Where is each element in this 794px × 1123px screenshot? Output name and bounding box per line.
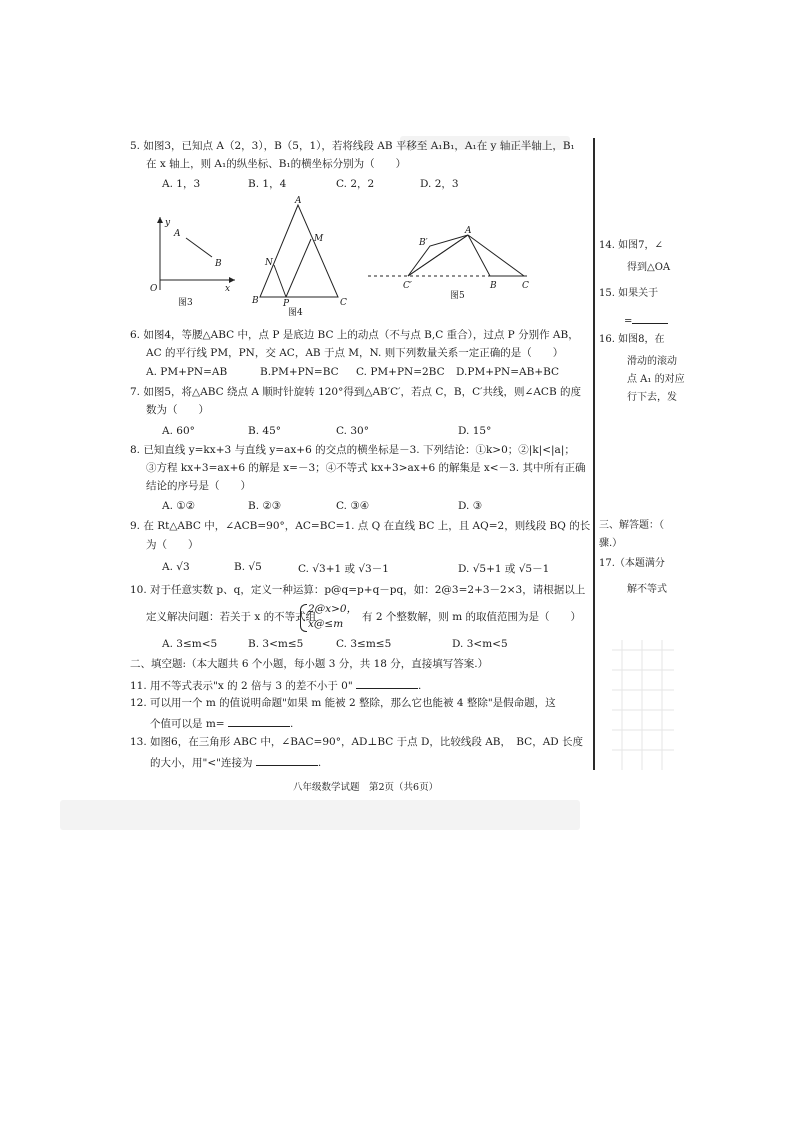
q16-line2: 滑动的滚动	[627, 356, 677, 367]
figures-row	[140, 195, 560, 320]
q6-option-b: B.PM+PN=BC	[260, 366, 339, 378]
fig5-label-bp: B′	[419, 238, 428, 248]
q5-option-c: C. 2，2	[336, 178, 375, 190]
q10-option-d: D. 3<m<5	[452, 638, 508, 650]
q13-line2: 的大小，用"<"连接为 .	[150, 757, 322, 769]
q14-line2: 得到△OA	[627, 262, 671, 273]
q7-option-d: D. 15°	[458, 425, 492, 437]
q10-option-c: C. 3≤m≤5	[336, 638, 392, 650]
q10-system-eq2: x@≤m	[308, 618, 344, 630]
q16-line1: 16. 如图8，在	[599, 334, 665, 345]
q13-answer-blank[interactable]	[256, 755, 318, 766]
fig4-caption: 图4	[288, 308, 303, 318]
q7-option-b: B. 45°	[248, 425, 282, 437]
q6-line1: 6. 如图4，等腰△ABC 中，点 P 是底边 BC 上的动点（不与点 B,C 重合），过点 P 分别作 AB，	[130, 329, 579, 341]
q7-line1: 7. 如图5，将△ABC 绕点 A 顺时针旋转 120°得到△AB′C′，若点 C，B，C′共线，则∠ACB 的度	[130, 386, 582, 398]
section-2-heading: 二、填空题:（本大题共 6 个小题，每小题 3 分，共 18 分，直接填写答案.）	[130, 658, 489, 670]
fig3-caption: 图3	[178, 298, 193, 308]
q8-option-c: C. ③④	[336, 500, 370, 512]
fig5-label-cp: C′	[403, 281, 412, 291]
fig3-label-a: A	[174, 229, 181, 239]
q9-option-b: B. √5	[234, 561, 262, 573]
q7-line2: 数为（ ）	[146, 404, 209, 416]
q11-answer-blank[interactable]	[356, 678, 418, 689]
answer-grid	[612, 640, 674, 770]
q10-system-eq1: 2@x>0，	[308, 603, 358, 615]
q5-line1: 5. 如图3，已知点 A（2，3），B（5，1），若将线段 AB 平移至 A₁B₁，A₁在 y 轴正半轴上，B₁	[130, 140, 575, 152]
q8-option-a: A. ①②	[162, 500, 196, 512]
q11: 11. 用不等式表示"x 的 2 倍与 3 的差不小于 0" .	[130, 680, 422, 692]
q13-line2-text: 的大小，用"<"连接为	[150, 757, 253, 769]
q12-line1: 12. 可以用一个 m 的值说明命题"如果 m 能被 2 整除，那么它也能被 4 整除"是假命题，这	[130, 697, 556, 709]
q12-line2-text: 个值可以是 m=	[150, 718, 225, 730]
q6-option-c: C. PM+PN=2BC	[356, 366, 445, 378]
q5-option-d: D. 2，3	[420, 178, 459, 190]
q10-option-a: A. 3≤m<5	[162, 638, 218, 650]
q8-line3: 结论的序号是（ ）	[146, 480, 251, 492]
fig4-label-b: B	[252, 296, 259, 306]
q10-option-b: B. 3<m≤5	[248, 638, 304, 650]
scan-smudge	[60, 800, 580, 830]
q12-answer-blank[interactable]	[228, 716, 290, 727]
q5-option-b: B. 1，4	[248, 178, 287, 190]
fig4-label-a: A	[295, 196, 302, 206]
fig3-label-o: O	[150, 284, 158, 294]
q8-option-d: D. ③	[458, 500, 483, 512]
q9-option-d: D. √5+1 或 √5－1	[458, 563, 550, 575]
q15-line2	[624, 313, 668, 329]
fig4-label-p: P	[283, 299, 290, 309]
q15-answer-blank[interactable]	[632, 313, 668, 324]
q15-line2-text: =	[624, 316, 633, 327]
q12-line2: 个值可以是 m= .	[150, 718, 294, 730]
section-3-heading: 三、解答题：（	[599, 520, 664, 531]
q10-system-brace	[300, 604, 307, 632]
q9-option-a: A. √3	[162, 561, 190, 573]
fig5-label-b: B	[490, 281, 497, 291]
fig4-label-c: C	[340, 298, 347, 308]
q6-option-a: A. PM+PN=AB	[146, 366, 228, 378]
q10-line1: 10. 对于任意实数 p、q，定义一种运算：p@q=p+q－pq，如：2@3=2+3－2×3，请根据以上	[130, 584, 586, 596]
q15-line1: 15. 如果关于	[599, 288, 659, 299]
q10-line2a: 定义解决问题：若关于 x 的不等式组	[146, 611, 317, 623]
q16-line3: 点 A₁ 的对应	[627, 374, 685, 385]
fig5-label-c: C	[522, 281, 529, 291]
q7-option-a: A. 60°	[162, 425, 195, 437]
q9-line2: 为（ ）	[146, 539, 199, 551]
q5-line2: 在 x 轴上，则 A₁的纵坐标、B₁的横坐标分别为（ ）	[146, 158, 407, 170]
figure-4	[251, 196, 347, 318]
q11-text: 11. 用不等式表示"x 的 2 倍与 3 的差不小于 0"	[130, 680, 353, 692]
fig4-label-n: N	[265, 258, 273, 268]
figure-3	[150, 217, 235, 308]
page-footer: 八年级数学试题 第2页（共6页）	[293, 782, 439, 793]
q10-line2b: 有 2 个整数解，则 m 的取值范围为是（ ）	[362, 611, 581, 623]
q7-option-c: C. 30°	[336, 425, 369, 437]
fig3-label-x: x	[225, 284, 231, 294]
q17-line2: 解不等式	[627, 584, 667, 595]
q17-line1: 17.（本题满分	[599, 558, 665, 569]
fig5-label-a: A	[465, 226, 472, 236]
figure-5	[368, 226, 529, 301]
q6-option-d: D.PM+PN=AB+BC	[456, 366, 560, 378]
q9-option-c: C. √3+1 或 √3－1	[298, 563, 389, 575]
q8-line1: 8. 已知直线 y=kx+3 与直线 y=ax+6 的交点的横坐标是－3. 下列结论：①k>0；②|k|<|a|；	[130, 444, 575, 456]
fig3-label-y: y	[165, 218, 171, 228]
q14-line1: 14. 如图7，∠	[599, 240, 663, 251]
q8-option-b: B. ②③	[248, 500, 282, 512]
section-3-heading-line2: 骤.）	[599, 538, 623, 549]
fig4-label-m: M	[314, 234, 324, 244]
q5-option-a: A. 1，3	[162, 178, 201, 190]
fig5-caption: 图5	[450, 291, 465, 301]
q6-line2: AC 的平行线 PM，PN，交 AC，AB 于点 M，N. 则下列数量关系一定正确的是（ ）	[146, 347, 564, 359]
q8-line2: ③方程 kx+3=ax+6 的解是 x=－3；④不等式 kx+3>ax+6 的解集是 x<－3. 其中所有正确	[146, 462, 586, 474]
q16-line4: 行下去，发	[627, 392, 677, 403]
column-divider	[593, 138, 595, 770]
fig3-label-b: B	[215, 259, 222, 269]
q9-line1: 9. 在 Rt△ABC 中，∠ACB=90°，AC=BC=1. 点 Q 在直线 BC 上，且 AQ=2，则线段 BQ 的长	[130, 520, 591, 532]
q13-line1: 13. 如图6，在三角形 ABC 中，∠BAC=90°，AD⊥BC 于点 D，比较线段 AB， BC，AD 长度	[130, 736, 584, 748]
